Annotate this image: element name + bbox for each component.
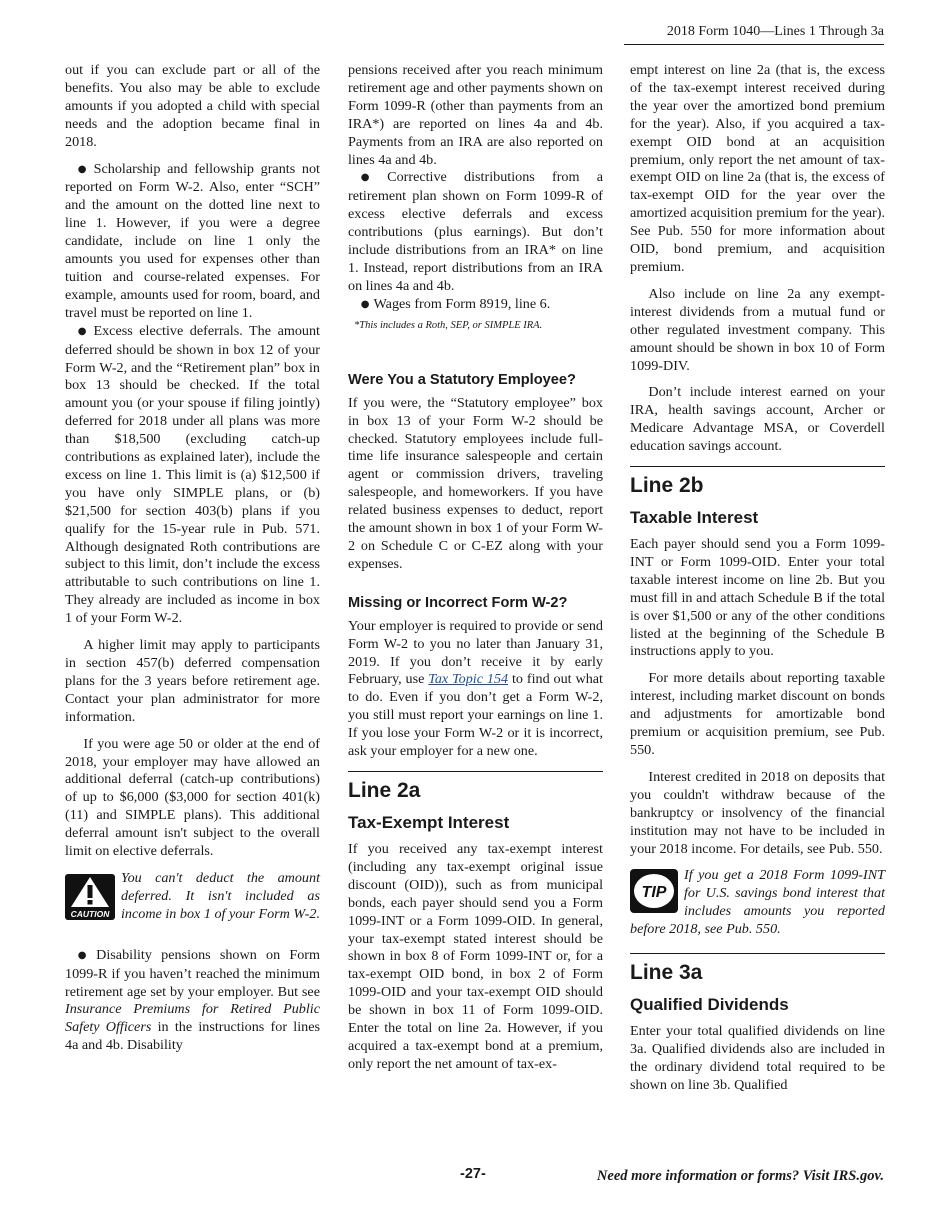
heading-taxable-interest: Taxable Interest <box>630 508 759 528</box>
column-3 <box>630 62 885 1104</box>
paragraph-qualified: Enter your total qualified dividends on line 3a. Qualified dividends also are included in the ordinary dividend total required to be shown on line 3b. Qualified <box>630 1023 885 1093</box>
tip-label: TIP <box>641 884 667 902</box>
paragraph-taxable: Each payer should send you a Form 1099-INT or Form 1099-OID. Enter your total taxable interest income on line 2b. But you must fill in and attach Schedule B if the total is over $1,500 or any of the other conditions listed at the beginning of the Schedule B instructions apply to you. <box>630 536 885 660</box>
paragraph: empt interest on line 2a (that is, the excess of the tax-exempt interest received during the year over the amortized bond premium for the year). Also, if you acquired a tax-exempt OID bond at an acquisition premium, only report the net amount of tax-exempt OID on line 2a (that is, the excess of tax-exempt OID for the year over the amortized acquisition premium for the year). See Pub. 550 for more information about OID, bond premium, and acquisition premium. <box>630 62 885 275</box>
bullet-icon: ● <box>360 172 384 184</box>
bullet-icon: ● <box>360 298 370 310</box>
bullet-wages: ● Wages from Form 8919, line 6. <box>360 295 551 312</box>
bullet-disability: ● Disability pensions shown on Form 1099-R if you haven’t reached the minimum retirement age set by your employer. But see Insurance Premiums for Retired Public Safety Officers in the instructions for lines 4a and 4b. Disability <box>65 946 320 1054</box>
heading-missing-w2: Missing or Incorrect Form W-2? <box>348 594 568 611</box>
line-2a-heading: Line 2a <box>348 771 603 804</box>
paragraph-credited: Interest credited in 2018 on deposits that you couldn't withdraw because of the bankruptcy or insolvency of the financial institution may not have to be included in your 2018 income. For details, see Pub. 550. <box>630 768 885 857</box>
column-1 <box>65 62 320 1055</box>
heading-statutory-employee: Were You a Statutory Employee? <box>348 371 576 388</box>
tip-icon <box>630 869 678 913</box>
tax-topic-154-link[interactable]: Tax Topic 154 <box>428 671 509 688</box>
paragraph-missing-w2: Your employer is required to provide or send Form W-2 to you no later than January 31, 2019. If you don’t receive it by early February, use Tax Topic 154 to find out what to do. Even if you don’t get a Form W-2, you still must report your earnings on line 1. If you lose your Form W-2 or it is incorrect, ask your employer for a new one. <box>348 617 603 760</box>
paragraph-age-50: If you were age 50 or older at the end of 2018, your employer may have allowed an additional deferral (catch-up contributions) of up to $6,000 ($3,000 for section 401(k)(11) and SIMPLE plans). This additional deferral amount isn't subject to the overall limit on elective deferrals. <box>65 735 320 860</box>
bullet-icon: ● <box>77 325 90 337</box>
paragraph-higher-limit: A higher limit may apply to participants in section 457(b) deferred compensation plans for the 3 years before retirement age. Contact your plan administrator for more information. <box>65 637 320 725</box>
bullet-corrective: ● Corrective distributions from a retirement plan shown on Form 1099-R of excess elective deferrals and excess contributions (plus earnings). But don’t include distributions from an IRA* on line 1. Instead, report distributions from an IRA on lines 4a and 4b. <box>348 169 603 294</box>
caution-icon <box>65 874 115 920</box>
caution-note: CAUTION You can't deduct the amount deferred. It isn't included as income in box 1 of your Form W-2. <box>65 870 320 924</box>
running-head: 2018 Form 1040—Lines 1 Through 3a <box>624 22 884 45</box>
footer-tagline: Need more information or forms? Visit IRS.gov. <box>596 1168 884 1184</box>
heading-tax-exempt-interest: Tax-Exempt Interest <box>348 813 510 832</box>
bullet-icon: ● <box>77 163 90 175</box>
paragraph: out if you can exclude part or all of the benefits. You also may be able to exclude amounts if you adopted a child with special needs and the adoption became final in 2018. <box>65 62 320 150</box>
page-number: -27- <box>460 1166 486 1182</box>
line-3a-heading: Line 3a <box>630 953 885 986</box>
paragraph-also-include: Also include on line 2a any exempt-interest dividends from a mutual fund or other regulated investment company. This amount should be shown in box 10 of Form 1099-DIV. <box>630 285 885 374</box>
paragraph: pensions received after you reach minimum retirement age and other payments shown on Form 1099-R (other than payments from an IRA*) are reported on lines 4a and 4b. Payments from an IRA are also reported on lines 4a and 4b. <box>348 62 603 168</box>
bullet-excess-deferrals: ● Excess elective deferrals. The amount deferred should be shown in box 12 of your Form W-2, and the “Retirement plan” box in box 13 should be checked. If the total amount you (or your spouse if filing jointly) deferred for 2018 under all plans was more than $18,500 (excluding catch-up contributions as explained later), include the excess on line 1. This limit is (a) $12,500 if you have only SIMPLE plans, or (b) $21,500 for section 403(b) plans if you qualify for the 15-year rule in Pub. 571. Although designated Roth contributions are subject to this limit, don’t include the excess attributable to such contributions on line 1. They already are included as income in box 1 of your Form W-2. <box>65 322 320 627</box>
paragraph-dont-include: Don’t include interest earned on your IRA, health savings account, Archer or Medicare Advantage MSA, or Coverdell education savings account. <box>630 384 885 455</box>
bullet-scholarship: ● Scholarship and fellowship grants not reported on Form W-2. Also, enter “SCH” and the amount on the dotted line next to line 1. However, if you were a degree candidate, include on line 1 only the amounts you used for expenses other than tuition and course-related expenses. For example, amounts used for room, board, and travel must be reported on line 1. <box>65 160 320 321</box>
footnote: *This includes a Roth, SEP, or SIMPLE IRA. <box>354 319 543 331</box>
paragraph-details: For more details about reporting taxable interest, including market discount on bonds and adjustments for amortizable bond premium or acquisition premium, see Pub. 550. <box>630 670 885 758</box>
caution-label: CAUTION <box>70 908 110 919</box>
heading-qualified-dividends: Qualified Dividends <box>630 995 789 1015</box>
tip-note: TIP If you get a 2018 Form 1099-INT for U.S. savings bond interest that includes amounts you reported before 2018, see Pub. 550. <box>630 867 885 938</box>
paragraph-tax-exempt: If you received any tax-exempt interest (including any tax-exempt original issue discount (OID)), such as from municipal bonds, each payer should send you a Form 1099-INT or a Form 1099-OID. In general, your tax-exempt stated interest should be shown in box 8 of Form 1099-INT or, for a tax-exempt OID bond, in box 2 of Form 1099-OID and your tax-exempt OID should be shown in box 11 of Form 1099-OID. Enter the total on line 2a. However, if you acquired a tax-exempt bond at a premium, only report the net amount of tax-ex- <box>348 841 603 1072</box>
line-2b-heading: Line 2b <box>630 466 885 499</box>
paragraph-statutory: If you were, the “Statutory employee” box in box 13 of your Form W-2 should be checked. Statutory employees include full-time life insurance salespeople and certain agent or commission drivers, traveling salespeople, and homeworkers. If you have related business expenses to deduct, report the amount shown in box 1 of your Form W-2 on Schedule C or C-EZ along with your expenses. <box>348 394 603 572</box>
column-2 <box>348 62 603 1083</box>
bullet-icon: ● <box>77 949 93 961</box>
